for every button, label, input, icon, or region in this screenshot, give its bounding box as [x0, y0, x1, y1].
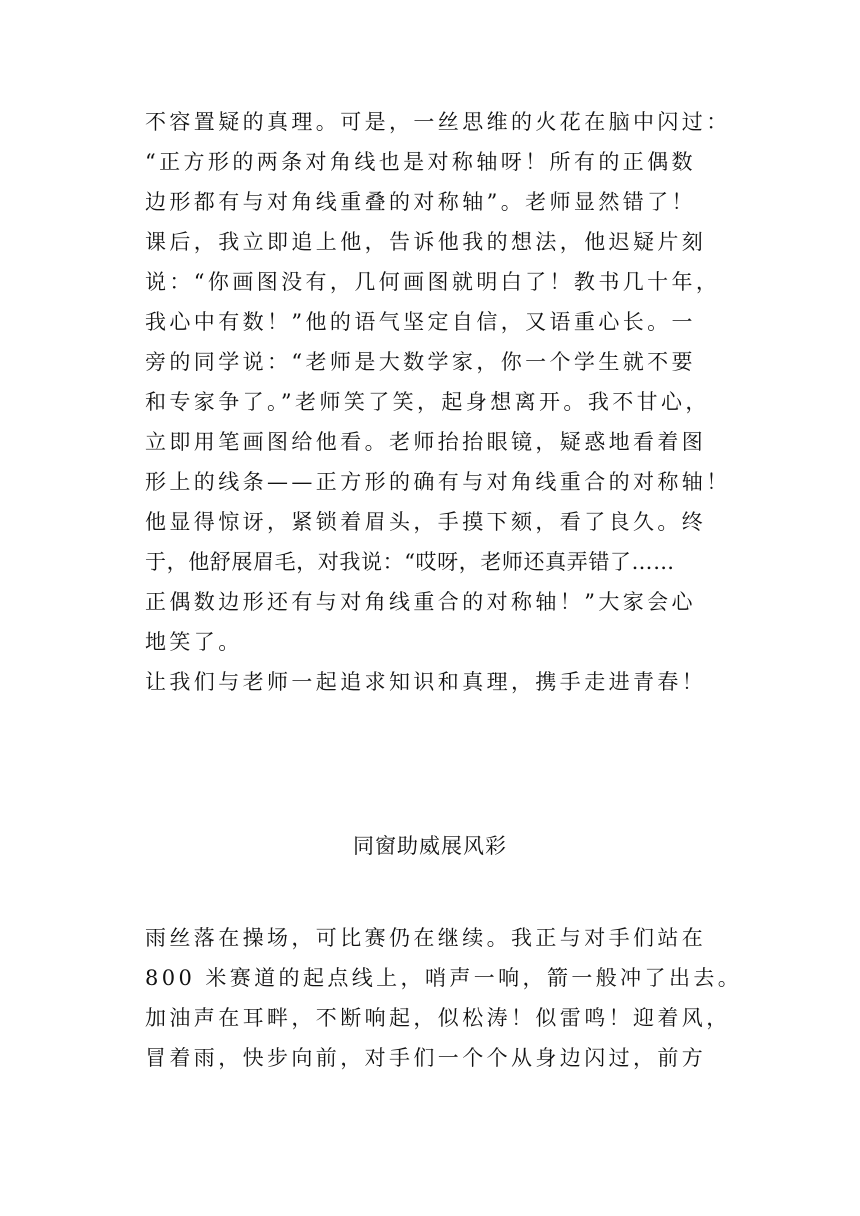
paragraph-line: 雨丝落在操场，可比赛仍在继续。我正与对手们站在 [145, 926, 707, 950]
section-title: 同窗助威展风彩 [353, 834, 507, 858]
paragraph-line: 不容置疑的真理。可是，一丝思维的火花在脑中闪过： [145, 110, 731, 134]
essay-body-part-2 [145, 918, 743, 1078]
essay-body-part-1 [145, 102, 731, 702]
paragraph-line: 说：“你画图没有，几何画图就明白了！教书几十年， [145, 270, 721, 294]
paragraph-line: 我心中有数！”他的语气坚定自信，又语重心长。一 [145, 310, 696, 334]
paragraph-line: 旁的同学说：“老师是大数学家，你一个学生就不要 [145, 350, 696, 374]
paragraph-line: 地笑了。 [145, 630, 243, 654]
paragraph-line: 于，他舒展眉毛，对我说：“哎呀，老师还真弄错了…… [145, 550, 675, 574]
paragraph-line: 立即用笔画图给他看。老师抬抬眼镜，疑惑地看着图 [145, 430, 707, 454]
paragraph-line: 正偶数边形还有与对角线重合的对称轴！”大家会心 [145, 590, 696, 614]
paragraph-line: 边形都有与对角线重叠的对称轴”。老师显然错了！ [145, 190, 696, 214]
paragraph-line: 他显得惊讶，紧锁着眉头，手摸下颏，看了良久。终 [145, 510, 707, 534]
paragraph-line: “正方形的两条对角线也是对称轴呀！所有的正偶数 [145, 150, 696, 174]
paragraph-line: 800 米赛道的起点线上，哨声一响，箭一般冲了出去。 [145, 966, 743, 990]
paragraph-line: 让我们与老师一起追求知识和真理，携手走进青春！ [145, 670, 707, 694]
paragraph-line: 课后，我立即追上他，告诉他我的想法，他迟疑片刻 [145, 230, 707, 254]
paragraph-line: 加油声在耳畔，不断响起，似松涛！似雷鸣！迎着风， [145, 1006, 731, 1030]
paragraph-line: 和专家争了。”老师笑了笑，起身想离开。我不甘心， [145, 390, 710, 414]
paragraph-line: 形上的线条——正方形的确有与对角线重合的对称轴！ [145, 470, 731, 494]
paragraph-line: 冒着雨，快步向前，对手们一个个从身边闪过，前方 [145, 1046, 707, 1070]
